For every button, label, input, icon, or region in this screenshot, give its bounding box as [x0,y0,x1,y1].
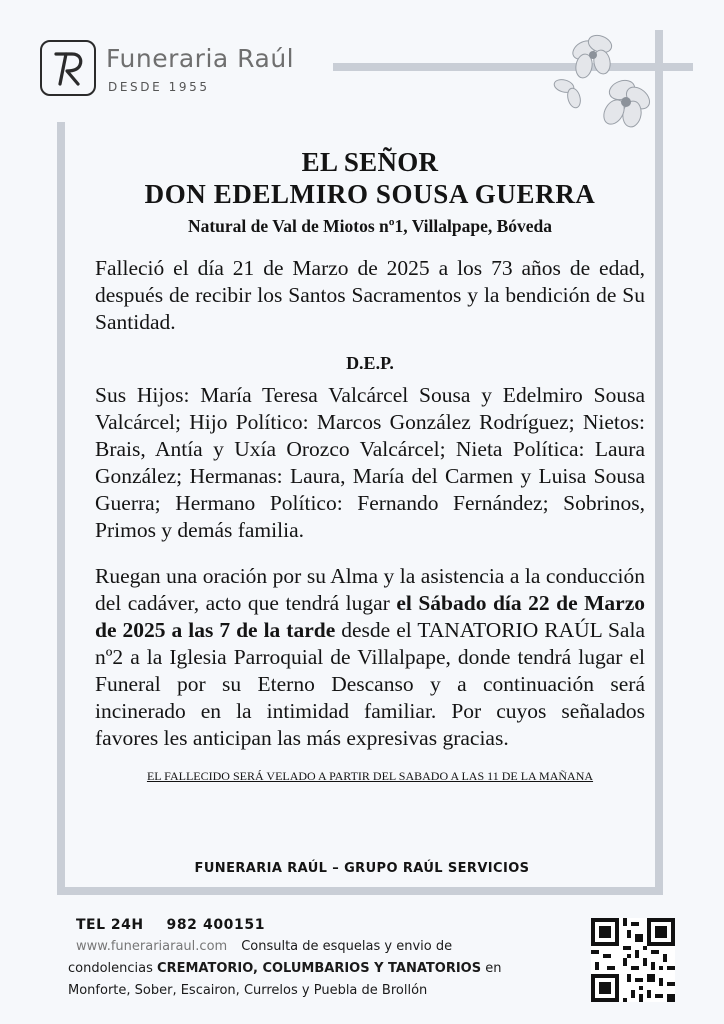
ceremony-paragraph [95,563,645,752]
phone-number: 982 400151 [166,917,266,933]
flowers-icon [544,28,654,132]
death-paragraph: Falleció el día 21 de Marzo de 2025 a los 73 años de edad, después de recibir los Santos Sacramentos y la bendición de Su Santidad. [95,256,645,334]
ceremony-date: el Sábado día 22 de Marzo de 2025 a las 7 de la tarde [95,591,645,642]
footer-info-2b: CREMATORIO, COLUMBARIOS Y TANATORIOS [157,961,482,976]
phone-label: TEL 24H [76,917,144,933]
deceased-origin: Natural de Val de Miotos nº1, Villalpape, Bóveda [187,216,553,236]
footer-info-1: Consulta de esquelas y envio de [241,939,453,954]
footer-line-2 [68,958,568,980]
frame-bottom-bar [57,887,663,895]
logo-icon [40,40,96,96]
footer-line-3: Monforte, Sober, Escairon, Currelos y Puebla de Brollón [68,983,428,998]
deceased-name: DON EDELMIRO SOUSA GUERRA [144,179,596,209]
footer-info-2c: en [481,961,502,976]
vigil-note: EL FALLECIDO SERÁ VELADO A PARTIR DEL SABADO A LAS 11 DE LA MAÑANA [146,769,594,783]
website-link[interactable]: www.funerariaraul.com [76,939,228,954]
family-paragraph: Sus Hijos: María Teresa Valcárcel Sousa y Edelmiro Sousa Valcárcel; Hijo Político: Marcos González Rodríguez; Nietos: Brais, Antía y Uxía Orozco Valcárcel; Nieta Política: Laura González; Hermanas: Laura, María del Carmen y Luisa Sousa Guerra; Hermano Político: Fernando Fernández; Sobrinos, Primos y demás familia. [95,383,645,542]
firm-signature: FUNERARIA RAÚL – GRUPO RAÚL SERVICIOS [194,861,530,876]
frame-right-bar [655,30,663,895]
notice-title: EL SEÑOR [301,147,439,177]
frame-left-bar [57,122,65,895]
phone-line [76,917,265,933]
brand-name: Funeraria Raúl [106,44,295,73]
qr-code-icon[interactable] [591,918,675,1002]
dep-heading: D.E.P. [346,353,394,373]
footer-info-2a: condolencias [68,961,158,976]
ceremony-details: desde el TANATORIO RAÚL Sala nº2 a la Iglesia Parroquial de Villalpape, donde tendrá lugar el Funeral por su Eterno Descanso y a continuación será incinerado en la intimidad familiar. Por cuyos señalados favores les anticipan las más expresivas gracias. [95,618,645,750]
notice-body [95,146,645,784]
footer-info [68,936,568,1002]
ceremony-intro: Ruegan una oración por su Alma y la asistencia a la conducción del cadáver, acto que tendrá lugar [95,564,645,615]
footer-line-1 [68,936,568,958]
brand-since: DESDE 1955 [108,80,210,94]
